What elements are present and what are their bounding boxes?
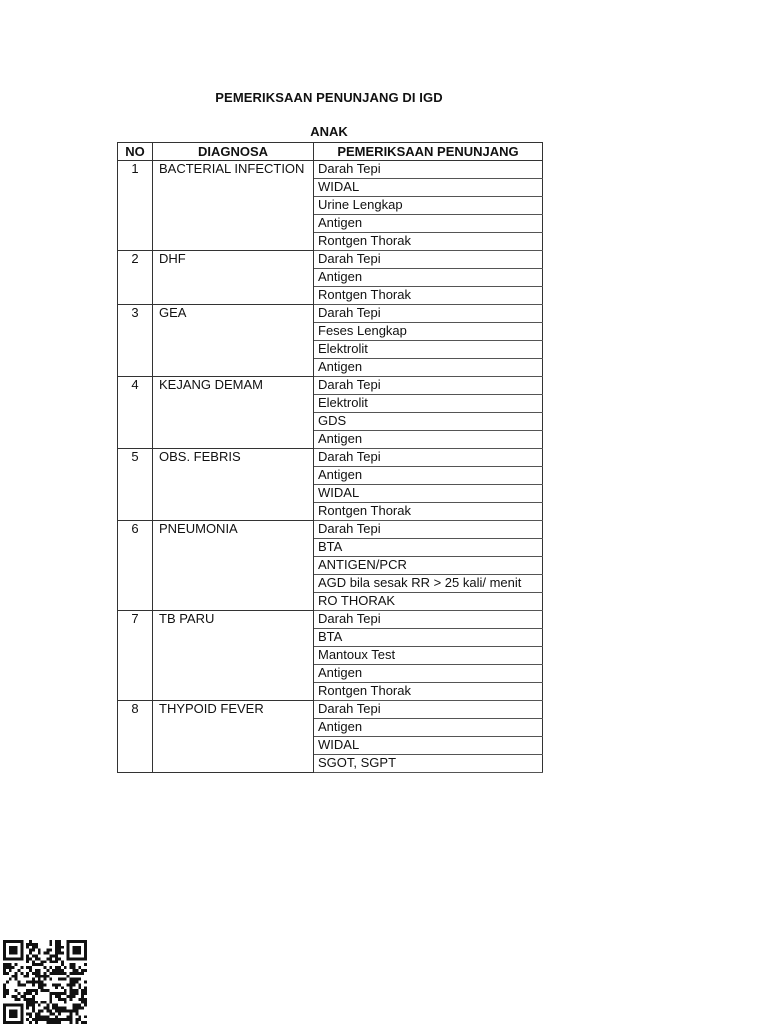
exam-cell: WIDAL	[314, 485, 543, 503]
table-row	[118, 467, 543, 485]
exam-cell: Darah Tepi	[314, 701, 543, 719]
header-row	[118, 143, 543, 161]
diagnosis-cell	[153, 539, 314, 557]
diagnosis-cell	[153, 629, 314, 647]
row-number: 6	[118, 521, 153, 539]
exam-table	[117, 142, 543, 773]
row-number	[118, 719, 153, 737]
exam-cell: Antigen	[314, 431, 543, 449]
diagnosis-cell	[153, 197, 314, 215]
diagnosis-cell	[153, 503, 314, 521]
table-row	[118, 647, 543, 665]
diagnosis-cell	[153, 413, 314, 431]
exam-cell: Elektrolit	[314, 395, 543, 413]
exam-cell: Urine Lengkap	[314, 197, 543, 215]
exam-cell: Elektrolit	[314, 341, 543, 359]
exam-cell: WIDAL	[314, 737, 543, 755]
table-row	[118, 215, 543, 233]
row-number	[118, 413, 153, 431]
table-row	[118, 593, 543, 611]
exam-cell: Darah Tepi	[314, 377, 543, 395]
row-number	[118, 179, 153, 197]
diagnosis-cell: OBS. FEBRIS	[153, 449, 314, 467]
exam-cell: Darah Tepi	[314, 521, 543, 539]
table-row	[118, 503, 543, 521]
exam-cell: Antigen	[314, 359, 543, 377]
table-row	[118, 179, 543, 197]
header-pemeriksaan: PEMERIKSAAN PENUNJANG	[314, 143, 543, 161]
table-row	[118, 323, 543, 341]
table-row	[118, 485, 543, 503]
diagnosis-cell	[153, 647, 314, 665]
diagnosis-cell	[153, 431, 314, 449]
exam-cell: Rontgen Thorak	[314, 503, 543, 521]
diagnosis-cell	[153, 233, 314, 251]
exam-cell: SGOT, SGPT	[314, 755, 543, 773]
row-number	[118, 737, 153, 755]
table-row	[118, 359, 543, 377]
exam-cell: ANTIGEN/PCR	[314, 557, 543, 575]
diagnosis-cell: GEA	[153, 305, 314, 323]
exam-cell: Antigen	[314, 467, 543, 485]
diagnosis-cell	[153, 323, 314, 341]
diagnosis-cell	[153, 395, 314, 413]
row-number	[118, 215, 153, 233]
diagnosis-cell	[153, 575, 314, 593]
diagnosis-cell: KEJANG DEMAM	[153, 377, 314, 395]
table-row	[118, 719, 543, 737]
diagnosis-cell	[153, 665, 314, 683]
table-row	[118, 701, 543, 719]
diagnosis-cell	[153, 557, 314, 575]
diagnosis-cell	[153, 593, 314, 611]
row-number	[118, 323, 153, 341]
exam-cell: RO THORAK	[314, 593, 543, 611]
exam-cell: Darah Tepi	[314, 449, 543, 467]
diagnosis-cell	[153, 737, 314, 755]
diagnosis-cell	[153, 179, 314, 197]
row-number	[118, 629, 153, 647]
table-row	[118, 611, 543, 629]
diagnosis-cell: DHF	[153, 251, 314, 269]
table-row	[118, 449, 543, 467]
row-number	[118, 539, 153, 557]
exam-cell: BTA	[314, 539, 543, 557]
diagnosis-cell	[153, 269, 314, 287]
row-number	[118, 197, 153, 215]
table-row	[118, 305, 543, 323]
table-row	[118, 287, 543, 305]
diagnosis-cell	[153, 467, 314, 485]
exam-cell: Antigen	[314, 665, 543, 683]
exam-cell: Antigen	[314, 215, 543, 233]
exam-cell: Darah Tepi	[314, 305, 543, 323]
table-body	[118, 161, 543, 773]
diagnosis-cell: THYPOID FEVER	[153, 701, 314, 719]
table-header	[118, 143, 543, 161]
table-row	[118, 233, 543, 251]
row-number: 4	[118, 377, 153, 395]
section-title: ANAK	[310, 124, 348, 139]
table-row	[118, 377, 543, 395]
table-row	[118, 557, 543, 575]
table-row	[118, 161, 543, 179]
row-number: 7	[118, 611, 153, 629]
row-number	[118, 665, 153, 683]
diagnosis-cell: BACTERIAL INFECTION	[153, 161, 314, 179]
row-number	[118, 341, 153, 359]
diagnosis-cell: PNEUMONIA	[153, 521, 314, 539]
exam-cell: Antigen	[314, 719, 543, 737]
diagnosis-cell	[153, 683, 314, 701]
diagnosis-cell	[153, 755, 314, 773]
exam-cell: Darah Tepi	[314, 161, 543, 179]
row-number	[118, 575, 153, 593]
row-number	[118, 467, 153, 485]
exam-cell: Feses Lengkap	[314, 323, 543, 341]
table-row	[118, 395, 543, 413]
row-number	[118, 395, 153, 413]
exam-cell: AGD bila sesak RR > 25 kali/ menit	[314, 575, 543, 593]
exam-cell: Darah Tepi	[314, 251, 543, 269]
table-row	[118, 197, 543, 215]
row-number	[118, 485, 153, 503]
row-number: 3	[118, 305, 153, 323]
diagnosis-cell	[153, 341, 314, 359]
row-number	[118, 233, 153, 251]
table-row	[118, 539, 543, 557]
header-diagnosa: DIAGNOSA	[153, 143, 314, 161]
row-number	[118, 359, 153, 377]
table-row	[118, 413, 543, 431]
page-title: PEMERIKSAAN PENUNJANG DI IGD	[215, 90, 443, 105]
diagnosis-cell	[153, 719, 314, 737]
exam-cell: BTA	[314, 629, 543, 647]
row-number: 2	[118, 251, 153, 269]
table-row	[118, 737, 543, 755]
diagnosis-cell	[153, 359, 314, 377]
exam-cell: Mantoux Test	[314, 647, 543, 665]
table-row	[118, 575, 543, 593]
row-number	[118, 287, 153, 305]
table-row	[118, 269, 543, 287]
table-row	[118, 431, 543, 449]
diagnosis-cell	[153, 215, 314, 233]
row-number	[118, 683, 153, 701]
exam-cell: Rontgen Thorak	[314, 287, 543, 305]
table-row	[118, 665, 543, 683]
row-number	[118, 503, 153, 521]
row-number	[118, 431, 153, 449]
exam-cell: Darah Tepi	[314, 611, 543, 629]
row-number	[118, 755, 153, 773]
table-row	[118, 251, 543, 269]
exam-cell: Antigen	[314, 269, 543, 287]
exam-cell: GDS	[314, 413, 543, 431]
row-number	[118, 269, 153, 287]
row-number	[118, 647, 153, 665]
header-no: NO	[118, 143, 153, 161]
diagnosis-cell: TB PARU	[153, 611, 314, 629]
exam-cell: Rontgen Thorak	[314, 683, 543, 701]
table-row	[118, 341, 543, 359]
table-row	[118, 683, 543, 701]
diagnosis-cell	[153, 485, 314, 503]
exam-cell: Rontgen Thorak	[314, 233, 543, 251]
row-number	[118, 593, 153, 611]
qr-code-icon	[3, 940, 87, 1024]
row-number	[118, 557, 153, 575]
row-number: 1	[118, 161, 153, 179]
exam-cell: WIDAL	[314, 179, 543, 197]
table-row	[118, 521, 543, 539]
table-row	[118, 629, 543, 647]
row-number: 5	[118, 449, 153, 467]
row-number: 8	[118, 701, 153, 719]
diagnosis-cell	[153, 287, 314, 305]
table-row	[118, 755, 543, 773]
